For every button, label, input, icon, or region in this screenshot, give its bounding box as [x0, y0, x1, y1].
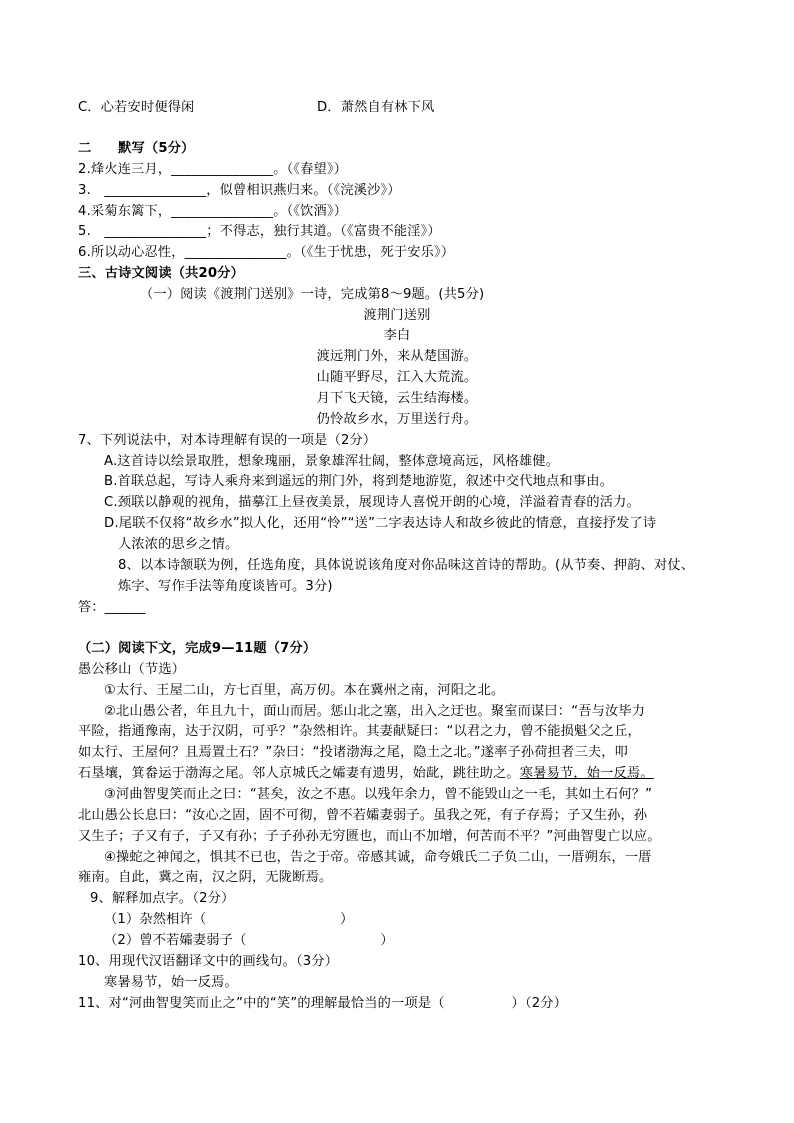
- q9-item-1: （1）杂然相许（ ）: [104, 912, 354, 927]
- part-2-title: （二）阅读下文，完成9—11题（7分）: [78, 641, 317, 656]
- dictation-item-2: 2.烽火连三月，_______________。（《春望》）: [78, 162, 348, 177]
- passage-para-4-line: 雍南。自此，冀之南，汉之阴，无陇断焉。: [78, 870, 333, 885]
- q10-sentence: 寒暑易节，始一反焉。: [104, 975, 238, 990]
- q9-item-2: （2）曾不若孀妻弱子（ ）: [104, 933, 394, 948]
- passage-title: 愚公移山（节选）: [78, 662, 186, 677]
- dictation-item-3: 3. _______________，似曾相识燕归来。（《浣溪沙》）: [78, 183, 401, 198]
- q7-option-b: B.首联总起，写诗人乘舟来到遥远的荆门外，将到楚地游览，叙述中交代地点和事由。: [104, 474, 613, 489]
- passage-para-3-line: 又生子；子又有子，子又有孙；子子孙孙无穷匮也，而山不加增，何苦而不平？”河曲智叟亡以应。: [78, 829, 661, 844]
- passage-para-4: ④操蛇之神闻之，惧其不已也，告之于帝。帝感其诚，命夸娥氏二子负二山，一厝朔东，一厝: [104, 850, 652, 865]
- section-3-title: 三、古诗文阅读（共20分）: [78, 266, 245, 281]
- q11-stem: 11、对“河曲智叟笑而止之”中的“笑”的理解最恰当的一项是（ ）（2分）: [78, 996, 568, 1011]
- poem-line: 渡远荆门外，来从楚国游。: [316, 349, 478, 364]
- q7-option-c: C.颈联以静观的视角，描摹江上昼夜美景，展现诗人喜悦开朗的心境，洋溢着青春的活力。: [104, 495, 640, 510]
- underlined-sentence: 寒暑易节，始一反焉。: [519, 766, 654, 781]
- q8-stem-cont: 炼字、写作手法等角度谈皆可。3分): [118, 579, 333, 594]
- passage-para-1: ①太行、王屋二山，方七百里，高万仞。本在冀州之南，河阳之北。: [104, 683, 505, 698]
- passage-para-2-line: [78, 764, 654, 784]
- poem-line: 仍怜故乡水，万里送行舟。: [316, 412, 478, 427]
- dictation-item-6: 6.所以动心忍性，_______________。（《生于忧患，死于安乐》）: [78, 245, 455, 260]
- q7-stem: 7、下列说法中，对本诗理解有误的一项是（2分）: [78, 433, 377, 448]
- passage-para-3: ③河曲智叟笑而止之曰：“甚矣，汝之不惠。以残年余力，曾不能毁山之一毛，其如土石何？”: [104, 787, 653, 802]
- q8-answer-line: 答：______: [78, 600, 146, 615]
- option-d: D．萧然自有林下风: [317, 100, 435, 115]
- passage-text: 石垦壤，箕畚运于渤海之尾。邻人京城氏之孀妻有遗男，始龀，跳往助之。: [78, 766, 520, 781]
- section-2-title: 二 默写（5分）: [78, 141, 195, 156]
- q7-option-a: A.这首诗以绘景取胜，想象瑰丽，景象雄浑壮阔，整体意境高远，风格雄健。: [104, 454, 560, 469]
- option-c: C．心若安时便得闲: [78, 100, 195, 115]
- dictation-item-5: 5. _______________；不得志，独行其道。（《富贵不能淫》）: [78, 224, 441, 239]
- part-1-intro: （一）阅读《渡荆门送别》一诗，完成第8～9题。(共5分): [140, 287, 485, 302]
- q7-option-d: D.尾联不仅将“故乡水”拟人化，还用“怜”“送”二字表达诗人和故乡彼此的情意，直接抒发了诗: [104, 516, 657, 531]
- q10-stem: 10、用现代汉语翻译文中的画线句。（3分）: [78, 954, 339, 969]
- passage-para-2-line: 平险，指通豫南，达于汉阴，可乎？”杂然相许。其妻献疑曰：“以君之力，曾不能损魁父之丘，: [78, 724, 641, 739]
- poem-line: 月下飞天镜，云生结海楼。: [316, 391, 478, 406]
- passage-para-2: ②北山愚公者，年且九十，面山而居。惩山北之塞，出入之迂也。聚室而谋曰：“吾与汝毕力: [104, 704, 646, 719]
- passage-para-3-line: 北山愚公长息曰：“汝心之固，固不可彻，曾不若孀妻弱子。虽我之死，有子存焉；子又生孙，孙: [78, 808, 648, 823]
- passage-para-2-line: 如太行、王屋何？且焉置土石？”杂曰：“投诸渤海之尾，隐土之北。”遂率子孙荷担者三夫，叩: [78, 745, 628, 760]
- q7-option-d-cont: 人浓浓的思乡之情。: [118, 537, 239, 552]
- poem-author: 李白: [383, 328, 411, 343]
- dictation-item-4: 4.采菊东篱下，_______________。（《饮酒》）: [78, 204, 348, 219]
- q9-stem: 9、解释加点字。（2分）: [90, 891, 235, 906]
- poem-title: 渡荆门送别: [363, 308, 431, 323]
- q8-stem: 8、以本诗颔联为例，任选角度，具体说说该角度对你品味这首诗的帮助。(从节奏、押韵、对仗、: [118, 558, 695, 573]
- poem-line: 山随平野尽，江入大荒流。: [316, 370, 478, 385]
